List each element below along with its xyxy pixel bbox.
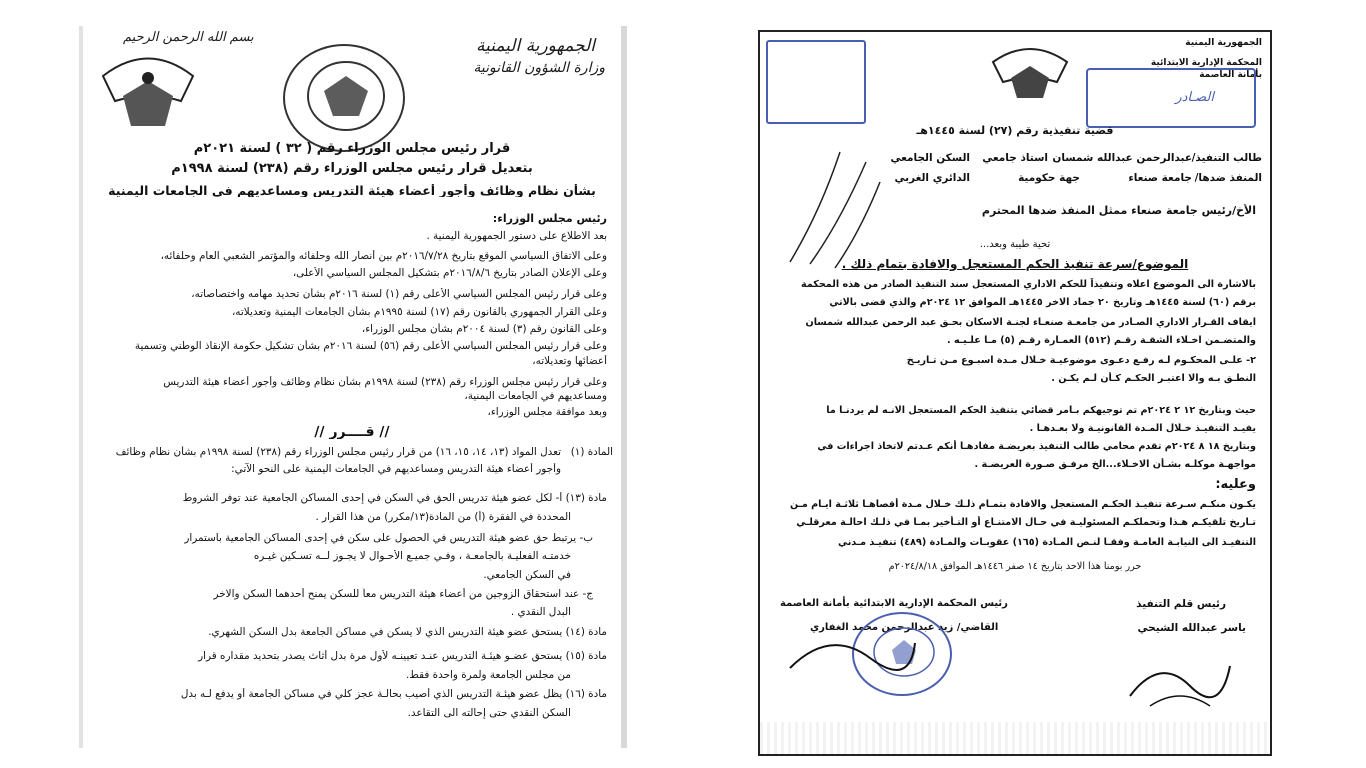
letter-subject: الموضوع/سرعة تنفيذ الحكم المستعجل والافادة بتمام ذلك .: [841, 258, 1189, 271]
body-line: والمتضـمن اخـلاء الشقـة رقـم (٥١٢) العمـارة رقـم (٥) مـا علـيـه .: [947, 335, 1256, 346]
article-1-line: تعدل المواد (١٣، ١٤، ١٥، ١٦) من قرار رئيس مجلس الوزراء رقم (٢٣٨) لسنة ١٩٩٨م بشأن نظام وظائف: [115, 446, 561, 458]
applicant-name: عبدالرحمن عبدالله شمسان: [1052, 152, 1192, 164]
conclusion-line: تـاريخ تلقيكـم هـذا وتحملكـم المسئوليـة في حـال الامتنـاع أو التـأخير بمـا في ذلـك احالـة معرقلـي: [796, 517, 1256, 528]
basmala: بسم الله الرحمن الرحيم: [123, 30, 254, 45]
body-line: يفيـد التنفيـذ خـلال المـدة القانونيـة ولا بعـدهـا .: [1029, 423, 1256, 434]
article-line: ب- يرتبط حق عضو هيئة التدريس في الحصول على سكن في إحدى المساكن الجامعية باستمرار: [184, 532, 593, 544]
preamble-line: وعلى القانون رقم (٣) لسنة ٢٠٠٤م بشأن مجلس الوزراء،: [361, 323, 607, 335]
decree-addressee: رئيس مجلس الوزراء:: [492, 212, 607, 225]
decree-subtitle: بتعديل قرار رئيس مجلس الوزراء رقم (٢٣٨) لسنة ١٩٩٨م: [171, 162, 533, 175]
decree-document: [79, 26, 627, 748]
decree-heading: // قــــرر //: [314, 426, 390, 439]
outgoing-stamp: [1086, 68, 1256, 128]
article-line: ج- عند استحقاق الزوجين من أعضاء هيئة التدريس معاً للسكن يمنح أحدهما السكن والاخر: [213, 588, 593, 600]
applicant-label: طالب التنفيذ/: [1191, 152, 1262, 164]
preamble-line: وعلى قرار رئيس المجلس السياسي الأعلى رقم (٥٦) لسنة ٢٠١٦م بشأن تشكيل حكومة الإنقاذ الوطني وتسمية: [134, 340, 607, 352]
preamble-line: ومساعديهم في الجامعات اليمنية،: [464, 390, 607, 402]
header-ministry: وزارة الشؤون القانونية: [473, 60, 605, 76]
signatory-left-name: القاضي/ زيد عبدالرحمن محمد الغفاري: [810, 622, 999, 633]
decree-subject: بشأن نظام وظائف وأجور أعضاء هيئة التدريس ومساعديهم في الجامعات اليمنية: [108, 184, 596, 197]
article-1-line: وأجور أعضاء هيئة التدريس ومساعديهم في الجامعات اليمنية على النحو الآتي:: [231, 463, 561, 475]
article-line: في السكن الجامعي.: [483, 569, 571, 581]
decree-title: قرار رئيس مجلس الوزراء رقم ( ٣٢ ) لسنة ٢٠٢١م: [193, 142, 511, 155]
respondent-name: جامعة صنعاء: [1128, 172, 1192, 184]
applicant-address: السكن الجامعي: [890, 152, 970, 164]
letter-addressee: الأخ/رئيس جامعة صنعاء ممثل المنفذ ضدها المحترم: [981, 204, 1256, 217]
article-line: مادة (١٦) يظل عضو هيئـة التدريس الذي أصيب بحالـة عجز كلي في مساكن الجامعة أو يدفع لـه بدل: [180, 688, 607, 700]
preamble-line: بعد الاطلاع على دستور الجمهورية اليمنية .: [426, 230, 607, 242]
article-line: السكن النقدي حتى إحالته الى التقاعد.: [407, 707, 571, 719]
body-line: برقم (٦٠) لسنة ١٤٤٥هـ وتاريخ ٢٠ جماد الاخر ١٤٤٥هـ الموافق ١٢ ٢٠٢٤م والذي قضى بالاتي: [829, 297, 1256, 308]
eagle-emblem-icon: [289, 46, 403, 146]
handwritten-note-icon: [780, 132, 890, 272]
scan-noise: [760, 722, 1270, 756]
court-emblem: [985, 40, 1075, 100]
republic-eagle-icon: [985, 40, 1075, 100]
body-line: وبتاريخ ١٨ ٨ ٢٠٢٤م تقدم محامي طالب التنفيذ بعريضـة مفادهـا أنكم عـدتم لاتخاذ اجراءات في: [817, 441, 1256, 452]
case-title: قضية تنفيذية رقم (٢٧) لسنة ١٤٤٥هـ: [916, 124, 1114, 137]
respondent-label: المنفذ ضدها/: [1194, 172, 1262, 184]
article-line: مادة (١٣) أ- لكل عضو هيئة تدريس الحق في السكن في إحدى المساكن الجامعية عند توفر الشروط: [182, 492, 607, 504]
court-header-capital: بأمانة العاصمة: [1199, 70, 1262, 80]
body-line: حيث وبتاريخ ١٢ ٢ ٢٠٢٤م تم توجيهكم بـامر قضائي بتنفيذ الحكم المستعجل الانـه لم يردنـا ما: [826, 405, 1256, 416]
handwritten-annotation: [780, 132, 890, 272]
preamble-line: أعضائها وتعديلاته،: [532, 355, 607, 367]
article-line: مادة (١٥) يستحق عضـو هيئـة التدريس عنـد تعيينـه لأول مرة بدل أثاث يصدر بتحديد مقداره قرار: [198, 650, 607, 662]
court-header-republic: الجمهورية اليمنية: [1185, 38, 1262, 48]
article-line: البدل النقدي .: [510, 606, 571, 618]
signatory-left-title: رئيس المحكمة الإدارية الابتدائية بأمانة العاصمة: [780, 598, 1008, 609]
outgoing-stamp-label: الصـادر: [1175, 90, 1214, 105]
eagle-emblem: [93, 46, 203, 136]
court-header-court: المحكمة الإدارية الابتدائية: [1150, 58, 1262, 68]
preamble-line: وعلى القرار الجمهوري بالقانون رقم (١٧) لسنة ١٩٩٥م بشأن الجامعات اليمنية وتعديلاته،: [231, 306, 607, 318]
preamble-line: وعلى قرار رئيس المجلس السياسي الأعلى رقم (١) لسنة ٢٠١٦م بشأن تحديد مهامه واختصاصاته،: [191, 288, 607, 300]
article-line: خدمتـه الفعليـة بالجامعـة ، وفـي جميـع الأحـوال لا يجـوز لــه تسـكين غيـره: [253, 550, 571, 562]
signature-scribble-icon: [780, 628, 920, 688]
body-line: مواجهـة موكلـه بشـأن الاخـلاء...الخ مرفـق صـورة العريضـة .: [974, 459, 1256, 470]
respondent-type: جهة حكومية: [1018, 172, 1080, 184]
preamble-line: وعلى الاتفاق السياسي الموقع بتاريخ ٢٠١٦/٧/٢٨م بين أنصار الله وحلفائه والمؤتمر الشعبي العام وحلفائه،: [160, 250, 607, 262]
conclusion-line: التنفيـذ الى النيابـة العامـة وفقـا لنـص المـادة (١٦٥) عقوبـات والمـادة (٤٨٩) تنفيـذ مـدني: [837, 537, 1256, 548]
body-line: ايقاف القـرار الاداري الصـادر من جامعـة صنعـاء لجنـة الاسكان بحـق عبد الرحمن عبدالله شمسان: [805, 317, 1256, 328]
preamble-line: وعلى الإعلان الصادر بتاريخ ٢٠١٦/٨/٦م بتشكيل المجلس السياسي الأعلى،: [292, 267, 607, 279]
respondent-address: الدائري الغربي: [894, 172, 970, 184]
letter-greeting: تحية طيبة وبعد...: [979, 239, 1051, 250]
article-1-label: المادة (١): [570, 446, 613, 458]
conclusion-line: يكـون منكـم سـرعة تنفيـذ الحكـم المستعجل والافادة بتمـام ذلـك خـلال مـدة أقصاهـا ثلاثـة ايـام مـن: [789, 499, 1256, 510]
republic-eagle-icon: [93, 46, 203, 136]
ministry-stamp: [283, 44, 405, 152]
preamble-line: وعلى قرار رئيس مجلس الوزراء رقم (٢٣٨) لسنة ١٩٩٨م بشأن نظام وظائف وأجور أعضاء هيئة التدريس: [163, 376, 607, 388]
court-letter-document: [758, 30, 1272, 756]
signatory-right-name: ياسر عبدالله الشيحي: [1137, 622, 1246, 634]
article-line: المحددة في الفقرة (أ) من المادة(١٣/مكرر) من هذا القرار .: [315, 511, 571, 523]
article-line: من مجلس الجامعة ولمرة واحدة فقط.: [405, 669, 571, 681]
applicant-job: استاذ جامعي: [982, 152, 1048, 164]
signature-scribble-icon: [1120, 646, 1240, 716]
article-line: مادة (١٤) يستحق عضو هيئة التدريس الذي لا يسكن في مساكن الجامعة بدل السكن الشهري.: [208, 626, 607, 638]
preamble-line: وبعد موافقة مجلس الوزراء،: [487, 406, 607, 418]
signatory-right-title: رئيس قلم التنفيذ: [1136, 598, 1226, 610]
incoming-stamp: [766, 40, 866, 124]
body-line: بالاشارة الى الموضوع اعلاه وتنفيذاً للحكم الاداري المستعجل سند التنفيذ الصادر من هذه المحكمة: [801, 279, 1256, 290]
body-line: النطـق بـه والا اعتبـر الحكـم كـأن لـم يكـن .: [1051, 373, 1256, 384]
header-republic: الجمهورية اليمنية: [475, 36, 595, 56]
handwritten-signature: [1120, 646, 1240, 716]
handwritten-signature-left: [780, 628, 920, 688]
issue-date: حرر بومنا هذا الاحد بتاريخ ١٤ صفر ١٤٤٦هـ الموافق ٢٠٢٤/٨/١٨م: [888, 561, 1142, 572]
therefore-heading: وعليه:: [1215, 478, 1256, 491]
body-line: ٢- علـى المحكـوم لـه رفـع دعـوى موضوعيـة خـلال مـدة اسبـوع مـن تـاريـخ: [906, 355, 1256, 366]
